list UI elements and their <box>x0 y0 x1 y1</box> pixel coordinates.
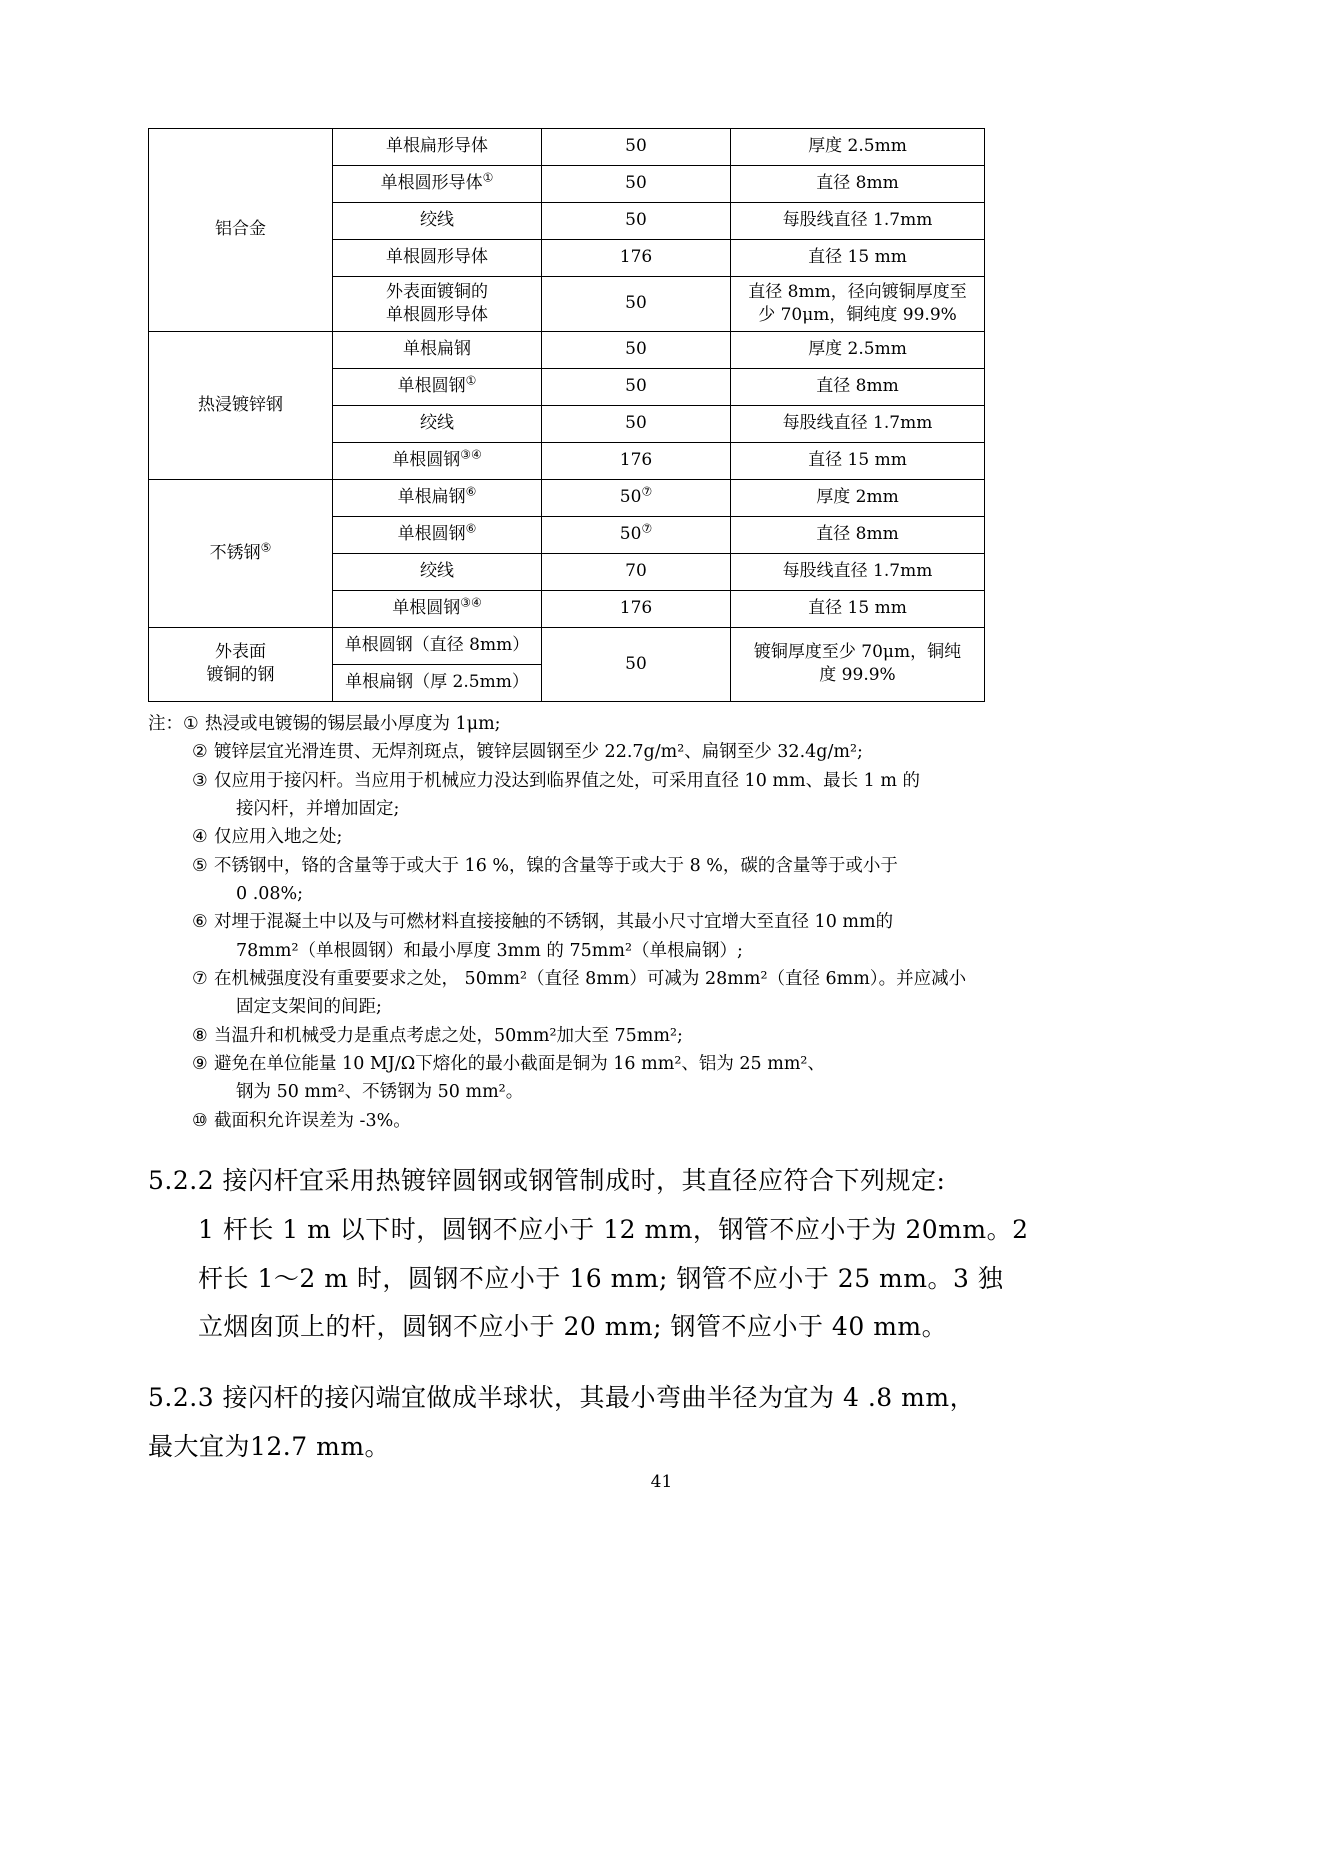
note-number: ⑥ <box>192 912 208 933</box>
area-cell: 50 <box>542 129 731 166</box>
dimension-cell: 厚度 2mm <box>731 479 985 516</box>
note-number: ⑩ <box>192 1110 208 1131</box>
shape-label: 单根圆形导体 <box>380 173 483 194</box>
area-value: 50 <box>619 524 642 545</box>
note-text: 镀锌层宜光滑连贯、无焊剂斑点，镀锌层圆钢至少 22.7g/m²、扁钢至少 32.4g/m²; <box>214 742 863 763</box>
note-number: ⑨ <box>192 1054 208 1074</box>
shape-label: 单根圆钢 <box>397 376 466 397</box>
note-number: ⑦ <box>192 968 208 989</box>
note-text: 仅应用于接闪杆。当应用于机械应力没达到临界值之处，可采用直径 10 mm、最长 1 m 的 <box>214 770 920 791</box>
note-text: 不锈钢中，铬的含量等于或大于 16 %，镍的含量等于或大于 8 %，碳的含量等于或小于 <box>214 855 898 876</box>
shape-cell: 单根圆钢（直径 8mm） <box>333 627 542 664</box>
material-label-line2: 镀铜的钢 <box>206 665 275 686</box>
shape-cell: 绞线 <box>333 553 542 590</box>
note-item <box>148 1050 1158 1078</box>
note-number: ③ <box>192 770 208 791</box>
table-row <box>149 129 985 166</box>
area-cell: 50 <box>542 203 731 240</box>
shape-cell: 单根扁形导体 <box>333 129 542 166</box>
dimension-cell: 每股线直径 1.7mm <box>731 405 985 442</box>
area-superscript: ⑦ <box>641 484 653 499</box>
shape-superscript: ③④ <box>460 447 482 462</box>
note-number: ⑤ <box>192 855 208 876</box>
note-text: 截面积允许误差为 -3%。 <box>214 1110 411 1131</box>
shape-cell <box>333 277 542 332</box>
shape-cell: 单根扁钢 <box>333 331 542 368</box>
material-cell: 铝合金 <box>149 129 333 332</box>
shape-cell: 单根圆形导体 <box>333 240 542 277</box>
dimension-cell: 直径 8mm <box>731 368 985 405</box>
area-superscript: ⑦ <box>641 521 653 536</box>
dimension-cell: 每股线直径 1.7mm <box>731 553 985 590</box>
shape-superscript: ③④ <box>460 595 482 610</box>
shape-label: 单根圆钢 <box>392 598 461 619</box>
clause-5-2-2-body-line1: 1 杆长 1 m 以下时，圆钢不应小于 12 mm，钢管不应小于为 20mm。2 <box>198 1214 1029 1244</box>
note-item <box>148 1022 1158 1050</box>
material-cell <box>149 627 333 701</box>
area-cell <box>542 516 731 553</box>
area-cell: 176 <box>542 240 731 277</box>
note-text: 热浸或电镀锡的锡层最小厚度为 1μm; <box>205 713 501 734</box>
table-row <box>149 331 985 368</box>
area-cell: 50 <box>542 368 731 405</box>
dimension-cell <box>731 277 985 332</box>
note-text: 避免在单位能量 10 MJ/Ω下熔化的最小截面是铜为 16 mm²、铝为 25 mm²、 <box>214 1054 825 1074</box>
shape-label: 单根圆钢 <box>392 450 461 471</box>
area-cell <box>542 479 731 516</box>
material-label: 不锈钢 <box>209 542 261 563</box>
note-item <box>148 852 1158 880</box>
dimension-line1: 直径 8mm，径向镀铜厚度至 <box>748 282 967 302</box>
note-number: ① <box>183 713 199 734</box>
dimension-line2: 度 99.9% <box>819 665 896 686</box>
area-cell: 176 <box>542 442 731 479</box>
dimension-cell: 厚度 2.5mm <box>731 129 985 166</box>
dimension-cell: 直径 15 mm <box>731 240 985 277</box>
area-cell: 176 <box>542 590 731 627</box>
note-item <box>148 908 1158 936</box>
table-row <box>149 627 985 664</box>
shape-label-line2: 单根圆形导体 <box>386 304 488 325</box>
shape-superscript: ⑥ <box>465 484 477 499</box>
area-cell: 50 <box>542 331 731 368</box>
note-text: 当温升和机械受力是重点考虑之处，50mm²加大至 75mm²; <box>214 1025 683 1046</box>
note-item <box>148 1107 1158 1135</box>
clause-5-2-2-body-line3: 立烟囱顶上的杆，圆钢不应小于 20 mm; 钢管不应小于 40 mm。 <box>198 1312 948 1342</box>
area-value: 50 <box>619 487 642 508</box>
table-notes <box>148 710 1158 1135</box>
clause-5-2-3-line2: 最大宜为12.7 mm。 <box>148 1431 391 1461</box>
dimension-cell: 直径 8mm <box>731 166 985 203</box>
notes-label: 注： <box>148 713 183 734</box>
dimension-cell: 厚度 2.5mm <box>731 331 985 368</box>
note-number: ④ <box>192 827 208 848</box>
material-specification-table <box>148 128 985 702</box>
shape-label-line1: 外表面镀铜的 <box>386 282 488 302</box>
note-continuation: 78mm²（单根圆钢）和最小厚度 3mm 的 75mm²（单根扁钢）; <box>236 940 743 961</box>
note-continuation: 固定支架间的间距; <box>236 997 382 1018</box>
note-number: ② <box>192 742 208 763</box>
material-cell: 热浸镀锌钢 <box>149 331 333 479</box>
shape-cell <box>333 516 542 553</box>
shape-superscript: ① <box>465 373 477 388</box>
clause-5-2-2-heading: 5.2.2 接闪杆宜采用热镀锌圆钢或钢管制成时，其直径应符合下列规定: <box>148 1166 946 1196</box>
shape-superscript: ① <box>482 170 494 185</box>
area-cell: 70 <box>542 553 731 590</box>
dimension-line1: 镀铜厚度至少 70μm，铜纯 <box>753 642 962 663</box>
note-item <box>148 738 1158 766</box>
note-text: 仅应用入地之处; <box>214 827 343 848</box>
shape-superscript: ⑥ <box>465 521 477 536</box>
material-cell <box>149 479 333 627</box>
dimension-cell: 直径 15 mm <box>731 590 985 627</box>
note-number: ⑧ <box>192 1025 208 1046</box>
table-body <box>149 129 985 702</box>
material-label-line1: 外表面 <box>215 642 266 663</box>
dimension-line2: 少 70μm，铜纯度 99.9% <box>758 304 957 325</box>
dimension-cell: 直径 15 mm <box>731 442 985 479</box>
page-content <box>148 128 1176 1472</box>
note-item <box>148 710 1158 738</box>
material-superscript: ⑤ <box>260 540 272 555</box>
note-text: 对埋于混凝土中以及与可燃材料直接接触的不锈钢，其最小尺寸宜增大至直径 10 mm的 <box>214 912 894 933</box>
dimension-cell: 每股线直径 1.7mm <box>731 203 985 240</box>
page-number: 41 <box>650 1472 673 1492</box>
shape-cell <box>333 166 542 203</box>
shape-cell <box>333 590 542 627</box>
area-cell: 50 <box>542 405 731 442</box>
note-continuation: 钢为 50 mm²、不锈钢为 50 mm²。 <box>236 1082 524 1103</box>
area-cell: 50 <box>542 627 731 701</box>
shape-label: 单根圆钢 <box>397 524 466 545</box>
note-item <box>148 965 1158 993</box>
shape-cell <box>333 442 542 479</box>
clause-5-2-3-line1: 5.2.3 接闪杆的接闪端宜做成半球状，其最小弯曲半径为宜为 4 .8 mm， <box>148 1383 976 1413</box>
shape-cell: 绞线 <box>333 203 542 240</box>
note-item <box>148 823 1158 851</box>
note-continuation: 接闪杆，并增加固定; <box>236 798 400 819</box>
note-text: 在机械强度没有重要要求之处， 50mm²（直径 8mm）可减为 28mm²（直径 6mm）。并应减小 <box>214 968 967 989</box>
dimension-cell <box>731 627 985 701</box>
shape-cell <box>333 368 542 405</box>
shape-label: 单根扁钢 <box>397 487 466 508</box>
dimension-cell: 直径 8mm <box>731 516 985 553</box>
clause-5-2-2-body-line2: 杆长 1～2 m 时，圆钢不应小于 16 mm; 钢管不应小于 25 mm。3 独 <box>198 1263 1004 1293</box>
note-continuation: 0 .08%; <box>236 883 304 904</box>
area-cell: 50 <box>542 277 731 332</box>
shape-cell: 单根扁钢（厚 2.5mm） <box>333 664 542 701</box>
table-row <box>149 479 985 516</box>
shape-cell <box>333 479 542 516</box>
note-item <box>148 767 1158 795</box>
shape-cell: 绞线 <box>333 405 542 442</box>
area-cell: 50 <box>542 166 731 203</box>
